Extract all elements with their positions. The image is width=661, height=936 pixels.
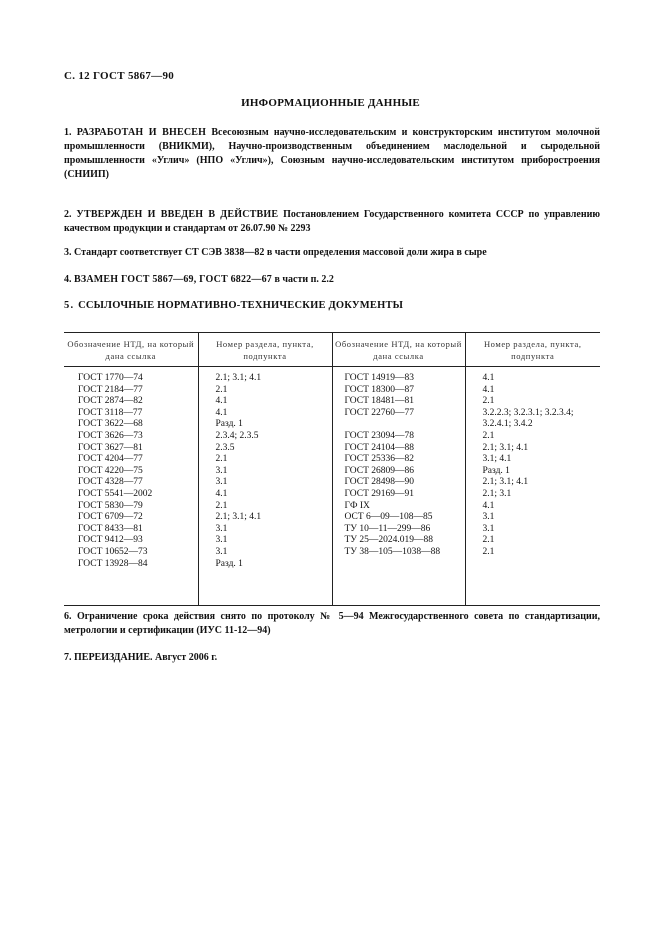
ntd-designation: ГОСТ 6709—72: [78, 512, 143, 523]
item-number: 1.: [64, 127, 72, 138]
designation-list-left: [64, 373, 198, 570]
ntd-designation: ОСТ 6—09—108—85: [344, 512, 433, 523]
item-number: 7.: [64, 652, 72, 663]
page-header: С. 12 ГОСТ 5867—90: [64, 70, 175, 82]
ntd-section: 2.1; 3.1; 4.1: [482, 442, 529, 453]
cell-designation-right: [332, 367, 465, 606]
table-header-row: [64, 333, 600, 367]
item-6-validity-limit: [64, 610, 600, 638]
item-heading: ВЗАМЕН ГОСТ 5867—69, ГОСТ 6822—67: [74, 274, 272, 285]
ntd-section: 2.1: [215, 500, 228, 511]
ntd-section: 3.1: [215, 535, 228, 546]
item-text: Постановлением Государственного комитета СССР по управлению качеством продукции и стандартам от 26.07.90 № 2293: [64, 209, 601, 234]
item-heading: РАЗРАБОТАН И ВНЕСЕН: [76, 127, 207, 138]
item-heading: ССЫЛОЧНЫЕ НОРМАТИВНО-ТЕХНИЧЕСКИЕ ДОКУМЕНТЫ: [78, 300, 404, 311]
ntd-section: 3.1: [482, 523, 495, 534]
ntd-section: 2.3.4; 2.3.5: [215, 430, 259, 441]
ntd-section: Разд. 1: [215, 419, 243, 430]
ntd-section: 2.1: [482, 396, 495, 407]
ntd-section: 2.1: [482, 535, 495, 546]
ntd-designation: ГОСТ 2184—77: [78, 384, 143, 395]
item-text: Ограничение срока действия снято по протоколу № 5—94 Межгосударственного совета по стандартизации, метрологии и сертификации (ИУС 11-12—94): [64, 611, 600, 636]
ntd-section: 2.1: [215, 384, 228, 395]
header-section-left: Номер раздела, пункта, подпункта: [198, 333, 332, 367]
ntd-designation: ГОСТ 3626—73: [78, 430, 143, 441]
item-text: в части п. 2.2: [274, 274, 334, 285]
ntd-section: Разд. 1: [482, 465, 510, 476]
ntd-section: 2.1: [482, 430, 495, 441]
ntd-designation: ГОСТ 3627—81: [78, 442, 143, 453]
ntd-section: 4.1: [482, 500, 495, 511]
ntd-designation: ТУ 10—11—299—86: [344, 523, 431, 534]
ntd-designation: ГОСТ 18300—87: [344, 384, 414, 395]
item-number: 3.: [64, 247, 72, 258]
ntd-section: 4.1: [215, 396, 228, 407]
ntd-section: 3.1; 4.1: [482, 454, 512, 465]
ntd-designation: ГОСТ 5541—2002: [78, 488, 153, 499]
ntd-section: 3.1: [482, 512, 495, 523]
ntd-designation: ГОСТ 22760—77: [344, 407, 414, 418]
document-title: ИНФОРМАЦИОННЫЕ ДАННЫЕ: [241, 97, 420, 109]
ntd-section: 2.1; 3.1; 4.1: [482, 477, 529, 488]
ntd-designation: ГОСТ 3622—68: [78, 419, 143, 430]
item-number: 2.: [64, 209, 72, 220]
ntd-section: 4.1: [482, 384, 495, 395]
item-number: 4.: [64, 274, 72, 285]
ntd-designation: ГОСТ 5830—79: [78, 500, 143, 511]
reference-docs-table-wrap: [64, 332, 600, 606]
section-list-left: [199, 373, 332, 570]
ntd-designation: ГОСТ 14919—83: [344, 373, 414, 383]
ntd-designation: ГОСТ 10652—73: [78, 546, 148, 557]
section-list-right: [466, 373, 601, 559]
ntd-section: 2.1; 3.1; 4.1: [215, 512, 262, 523]
item-2-approved: [64, 208, 600, 236]
ntd-designation: ТУ 25—2024.019—88: [344, 535, 434, 546]
header-designation-left: Обозначение НТД, на который дана ссылка: [64, 333, 198, 367]
ntd-designation: ГОСТ 9412—93: [78, 535, 143, 546]
item-5-reference-docs: [64, 299, 600, 313]
ntd-designation: ГОСТ 25336—82: [344, 454, 414, 465]
ntd-section: 3.1: [215, 523, 228, 534]
ntd-designation: ТУ 38—105—1038—88: [344, 546, 441, 557]
ntd-designation: ГОСТ 3118—77: [78, 407, 143, 418]
ntd-section: 4.1: [215, 407, 228, 418]
ntd-designation: ГОСТ 4204—77: [78, 454, 143, 465]
ntd-designation: ГОСТ 26809—86: [344, 465, 414, 476]
ntd-designation: ГОСТ 2874—82: [78, 396, 143, 407]
item-heading: УТВЕРЖДЕН И ВВЕДЕН В ДЕЙСТВИЕ: [76, 209, 279, 220]
ntd-section: Разд. 1: [215, 558, 243, 569]
ntd-section: 3.1: [215, 546, 228, 557]
table-body-row: [64, 367, 600, 606]
item-4-replaces: [64, 273, 600, 287]
ntd-designation: ГОСТ 4220—75: [78, 465, 143, 476]
ntd-designation: ГОСТ 24104—88: [344, 442, 414, 453]
ntd-section: 2.1; 3.1; 4.1: [215, 373, 262, 383]
item-number: 6.: [64, 611, 72, 622]
ntd-section: 2.1: [482, 546, 495, 557]
ntd-section: 4.1: [482, 373, 495, 383]
item-text: Всесоюзным научно-исследовательским и конструкторским институтом молочной промышленности (ВНИКМИ), Научно-производственным объединением маслодельной и сыродельной промышленности «Углич» (НПО «Углич»), Союзным научно-исследовательским институтом приборостроения (СНИИП): [64, 127, 601, 180]
cell-designation-left: [64, 367, 198, 606]
item-number: 5.: [64, 300, 75, 311]
ntd-designation: ГФ IX: [344, 500, 370, 511]
ntd-designation: ГОСТ 23094—78: [344, 430, 414, 441]
ntd-section: 2.3.5: [215, 442, 235, 453]
ntd-designation: ГОСТ 4328—77: [78, 477, 143, 488]
header-section-right: Номер раздела, пункта, подпункта: [465, 333, 600, 367]
ntd-section: 2.1; 3.1: [482, 488, 512, 499]
ntd-designation: ГОСТ 1770—74: [78, 373, 143, 383]
ntd-designation: ГОСТ 13928—84: [78, 558, 148, 569]
header-designation-right: Обозначение НТД, на который дана ссылка: [332, 333, 465, 367]
ntd-section: 4.1: [215, 488, 228, 499]
ntd-section: 3.1: [215, 465, 228, 476]
ntd-designation: ГОСТ 18481—81: [344, 396, 414, 407]
ntd-section: 3.2.2.3; 3.2.3.1; 3.2.3.4; 3.2.4.1; 3.4.2: [482, 407, 574, 430]
ntd-designation: ГОСТ 28498—90: [344, 477, 414, 488]
reference-docs-table: [64, 332, 600, 606]
item-1-developed: [64, 126, 600, 182]
cell-section-right: [465, 367, 600, 606]
cell-section-left: [198, 367, 332, 606]
item-text: Стандарт соответствует СТ СЭВ 3838—82 в части определения массовой доли жира в сыре: [74, 247, 487, 258]
item-7-reissue: [64, 651, 600, 665]
ntd-designation: ГОСТ 8433—81: [78, 523, 143, 534]
ntd-designation: ГОСТ 29169—91: [344, 488, 414, 499]
item-text: ПЕРЕИЗДАНИЕ. Август 2006 г.: [74, 652, 218, 663]
ntd-section: 2.1: [215, 454, 228, 465]
item-3-conformity: [64, 246, 600, 260]
designation-list-right: [333, 373, 465, 559]
ntd-section: 3.1: [215, 477, 228, 488]
